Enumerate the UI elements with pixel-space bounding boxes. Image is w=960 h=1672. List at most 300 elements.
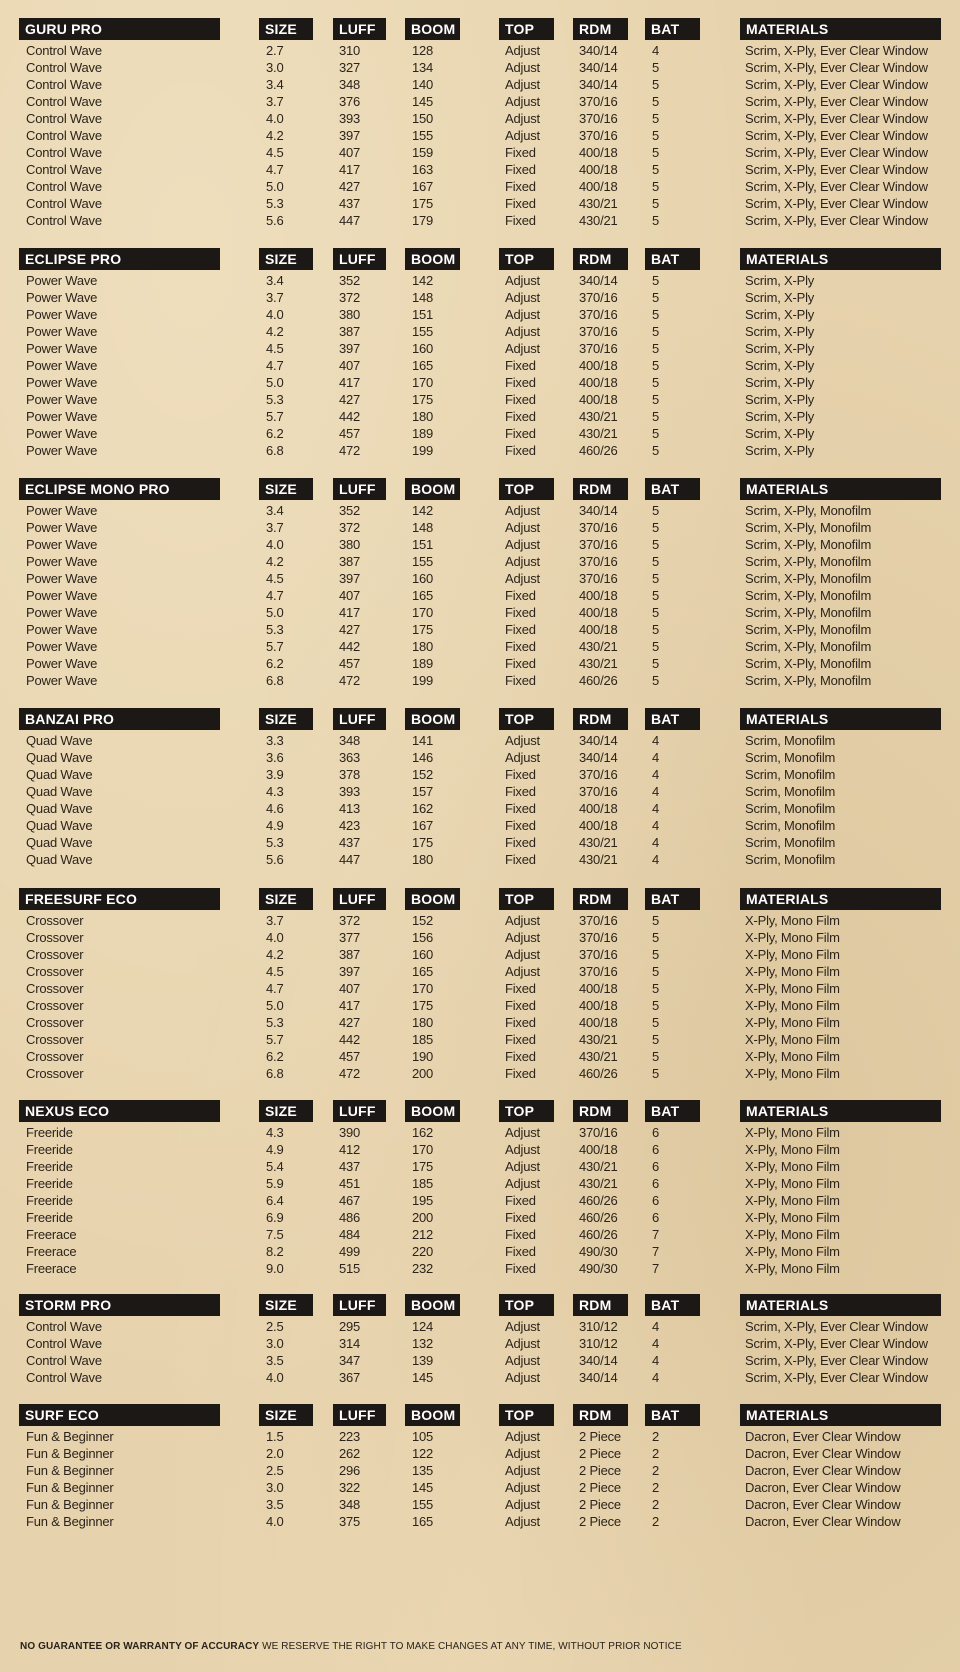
size-cell: 3.6: [266, 750, 284, 765]
model-cell: Power Wave: [26, 290, 98, 305]
luff-cell: 412: [339, 1142, 361, 1157]
top-cell: Fixed: [505, 1032, 536, 1047]
boom-cell: 162: [412, 1125, 434, 1140]
materials-cell: Dacron, Ever Clear Window: [745, 1497, 901, 1512]
size-cell: 5.0: [266, 605, 284, 620]
column-header-size: SIZE: [259, 888, 313, 910]
luff-cell: 327: [339, 60, 361, 75]
table-row: [0, 289, 960, 306]
materials-cell: Scrim, X-Ply, Ever Clear Window: [745, 94, 928, 109]
top-cell: Fixed: [505, 426, 536, 441]
boom-cell: 175: [412, 622, 434, 637]
materials-cell: Scrim, X-Ply, Ever Clear Window: [745, 213, 928, 228]
bat-cell: 5: [652, 196, 660, 211]
rdm-cell: 460/26: [579, 443, 618, 458]
bat-cell: 4: [652, 43, 660, 58]
column-header-boom: BOOM: [405, 1294, 460, 1316]
rdm-cell: 400/18: [579, 588, 618, 603]
column-header-materials: MATERIALS: [740, 248, 941, 270]
boom-cell: 160: [412, 947, 434, 962]
materials-cell: Scrim, Monofilm: [745, 835, 836, 850]
rdm-cell: 370/16: [579, 1125, 618, 1140]
materials-cell: Dacron, Ever Clear Window: [745, 1446, 901, 1461]
bat-cell: 5: [652, 179, 660, 194]
column-header-rdm: RDM: [573, 478, 628, 500]
column-header-boom: BOOM: [405, 18, 460, 40]
size-cell: 2.0: [266, 1446, 284, 1461]
disclaimer-text: WE RESERVE THE RIGHT TO MAKE CHANGES AT ANY TIME, WITHOUT PRIOR NOTICE: [262, 1641, 682, 1652]
top-cell: Adjust: [505, 1336, 540, 1351]
rdm-cell: 400/18: [579, 392, 618, 407]
luff-cell: 372: [339, 290, 361, 305]
table-row: [0, 946, 960, 963]
table-row: [0, 1335, 960, 1352]
column-header-top: TOP: [499, 478, 554, 500]
bat-cell: 5: [652, 273, 660, 288]
luff-cell: 347: [339, 1353, 361, 1368]
model-cell: Control Wave: [26, 94, 102, 109]
table-row: [0, 1141, 960, 1158]
top-cell: Adjust: [505, 1125, 540, 1140]
rdm-cell: 430/21: [579, 1159, 618, 1174]
top-cell: Adjust: [505, 503, 540, 518]
model-cell: Fun & Beginner: [26, 1446, 114, 1461]
materials-cell: Scrim, Monofilm: [745, 852, 836, 867]
rdm-cell: 430/21: [579, 196, 618, 211]
size-cell: 7.5: [266, 1227, 284, 1242]
rdm-cell: 430/21: [579, 409, 618, 424]
materials-cell: X-Ply, Mono Film: [745, 1244, 840, 1259]
column-header-top: TOP: [499, 708, 554, 730]
boom-cell: 180: [412, 409, 434, 424]
model-cell: Power Wave: [26, 673, 98, 688]
top-cell: Fixed: [505, 588, 536, 603]
model-cell: Power Wave: [26, 409, 98, 424]
boom-cell: 167: [412, 818, 434, 833]
bat-cell: 5: [652, 913, 660, 928]
rdm-cell: 430/21: [579, 1176, 618, 1191]
top-cell: Adjust: [505, 537, 540, 552]
column-header-top: TOP: [499, 1294, 554, 1316]
materials-cell: X-Ply, Mono Film: [745, 1125, 840, 1140]
size-cell: 3.5: [266, 1353, 284, 1368]
section-title: ECLIPSE PRO: [19, 248, 220, 270]
bat-cell: 7: [652, 1244, 660, 1259]
column-header-materials: MATERIALS: [740, 478, 941, 500]
materials-cell: Scrim, X-Ply: [745, 307, 815, 322]
column-header-luff: LUFF: [333, 1100, 386, 1122]
column-header-boom: BOOM: [405, 478, 460, 500]
boom-cell: 163: [412, 162, 434, 177]
rdm-cell: 400/18: [579, 622, 618, 637]
boom-cell: 141: [412, 733, 434, 748]
materials-cell: Scrim, X-Ply, Ever Clear Window: [745, 196, 928, 211]
boom-cell: 135: [412, 1463, 434, 1478]
top-cell: Fixed: [505, 818, 536, 833]
bat-cell: 5: [652, 520, 660, 535]
column-header-size: SIZE: [259, 1100, 313, 1122]
bat-cell: 4: [652, 1336, 660, 1351]
model-cell: Fun & Beginner: [26, 1463, 114, 1478]
luff-cell: 387: [339, 554, 361, 569]
table-row: [0, 963, 960, 980]
boom-cell: 180: [412, 852, 434, 867]
table-row: [0, 1428, 960, 1445]
size-cell: 5.0: [266, 998, 284, 1013]
luff-cell: 417: [339, 998, 361, 1013]
size-cell: 6.4: [266, 1193, 284, 1208]
top-cell: Fixed: [505, 767, 536, 782]
top-cell: Fixed: [505, 1066, 536, 1081]
size-cell: 5.3: [266, 392, 284, 407]
column-header-materials: MATERIALS: [740, 888, 941, 910]
boom-cell: 151: [412, 537, 434, 552]
rdm-cell: 370/16: [579, 341, 618, 356]
size-cell: 4.5: [266, 571, 284, 586]
bat-cell: 4: [652, 1353, 660, 1368]
size-cell: 3.4: [266, 77, 284, 92]
top-cell: Fixed: [505, 673, 536, 688]
materials-cell: Dacron, Ever Clear Window: [745, 1480, 901, 1495]
materials-cell: Scrim, X-Ply, Ever Clear Window: [745, 77, 928, 92]
table-row: [0, 272, 960, 289]
luff-cell: 499: [339, 1244, 361, 1259]
column-header-bat: BAT: [645, 248, 700, 270]
rdm-cell: 340/14: [579, 273, 618, 288]
size-cell: 3.0: [266, 1480, 284, 1495]
size-cell: 3.7: [266, 913, 284, 928]
column-header-top: TOP: [499, 1404, 554, 1426]
size-cell: 5.7: [266, 1032, 284, 1047]
model-cell: Power Wave: [26, 341, 98, 356]
model-cell: Quad Wave: [26, 784, 93, 799]
luff-cell: 427: [339, 1015, 361, 1030]
bat-cell: 5: [652, 588, 660, 603]
column-header-rdm: RDM: [573, 18, 628, 40]
boom-cell: 145: [412, 94, 434, 109]
materials-cell: X-Ply, Mono Film: [745, 1210, 840, 1225]
table-row: [0, 1014, 960, 1031]
materials-cell: Scrim, X-Ply: [745, 409, 815, 424]
column-header-top: TOP: [499, 888, 554, 910]
luff-cell: 413: [339, 801, 361, 816]
top-cell: Adjust: [505, 128, 540, 143]
column-header-materials: MATERIALS: [740, 1404, 941, 1426]
luff-cell: 472: [339, 673, 361, 688]
luff-cell: 387: [339, 324, 361, 339]
rdm-cell: 370/16: [579, 290, 618, 305]
luff-cell: 348: [339, 77, 361, 92]
model-cell: Control Wave: [26, 43, 102, 58]
size-cell: 2.5: [266, 1319, 284, 1334]
luff-cell: 397: [339, 341, 361, 356]
top-cell: Adjust: [505, 77, 540, 92]
size-cell: 4.7: [266, 358, 284, 373]
column-header-rdm: RDM: [573, 708, 628, 730]
boom-cell: 175: [412, 835, 434, 850]
materials-cell: X-Ply, Mono Film: [745, 1193, 840, 1208]
luff-cell: 372: [339, 520, 361, 535]
column-header-size: SIZE: [259, 1404, 313, 1426]
materials-cell: Scrim, X-Ply: [745, 324, 815, 339]
table-row: [0, 1479, 960, 1496]
size-cell: 4.2: [266, 947, 284, 962]
rdm-cell: 400/18: [579, 605, 618, 620]
column-header-bat: BAT: [645, 1404, 700, 1426]
top-cell: Adjust: [505, 1142, 540, 1157]
top-cell: Fixed: [505, 639, 536, 654]
rdm-cell: 430/21: [579, 1032, 618, 1047]
boom-cell: 155: [412, 324, 434, 339]
luff-cell: 377: [339, 930, 361, 945]
rdm-cell: 400/18: [579, 981, 618, 996]
luff-cell: 296: [339, 1463, 361, 1478]
boom-cell: 167: [412, 179, 434, 194]
size-cell: 4.2: [266, 324, 284, 339]
model-cell: Power Wave: [26, 554, 98, 569]
table-row: [0, 178, 960, 195]
top-cell: Fixed: [505, 196, 536, 211]
luff-cell: 467: [339, 1193, 361, 1208]
rdm-cell: 430/21: [579, 656, 618, 671]
rdm-cell: 430/21: [579, 639, 618, 654]
model-cell: Quad Wave: [26, 818, 93, 833]
table-row: [0, 323, 960, 340]
rdm-cell: 370/16: [579, 128, 618, 143]
bat-cell: 5: [652, 964, 660, 979]
top-cell: Adjust: [505, 341, 540, 356]
table-row: [0, 570, 960, 587]
rdm-cell: 370/16: [579, 913, 618, 928]
boom-cell: 180: [412, 1015, 434, 1030]
size-cell: 4.5: [266, 964, 284, 979]
size-cell: 4.7: [266, 981, 284, 996]
top-cell: Adjust: [505, 1370, 540, 1385]
rdm-cell: 400/18: [579, 818, 618, 833]
rdm-cell: 370/16: [579, 784, 618, 799]
top-cell: Adjust: [505, 1353, 540, 1368]
model-cell: Power Wave: [26, 307, 98, 322]
materials-cell: Scrim, X-Ply, Ever Clear Window: [745, 43, 928, 58]
materials-cell: Scrim, Monofilm: [745, 801, 836, 816]
model-cell: Control Wave: [26, 1319, 102, 1334]
bat-cell: 5: [652, 1049, 660, 1064]
luff-cell: 352: [339, 503, 361, 518]
rdm-cell: 370/16: [579, 307, 618, 322]
rdm-cell: 400/18: [579, 179, 618, 194]
table-row: [0, 1352, 960, 1369]
column-header-luff: LUFF: [333, 18, 386, 40]
materials-cell: Scrim, X-Ply, Monofilm: [745, 503, 872, 518]
table-row: [0, 1260, 960, 1277]
bat-cell: 4: [652, 750, 660, 765]
boom-cell: 165: [412, 1514, 434, 1529]
top-cell: Adjust: [505, 1159, 540, 1174]
boom-cell: 152: [412, 913, 434, 928]
model-cell: Crossover: [26, 964, 84, 979]
table-row: [0, 800, 960, 817]
boom-cell: 212: [412, 1227, 434, 1242]
bat-cell: 5: [652, 1015, 660, 1030]
boom-cell: 185: [412, 1032, 434, 1047]
column-header-luff: LUFF: [333, 1294, 386, 1316]
materials-cell: X-Ply, Mono Film: [745, 1159, 840, 1174]
model-cell: Freeride: [26, 1142, 73, 1157]
table-row: [0, 621, 960, 638]
materials-cell: Scrim, X-Ply, Ever Clear Window: [745, 1336, 928, 1351]
rdm-cell: 340/14: [579, 1353, 618, 1368]
top-cell: Adjust: [505, 930, 540, 945]
materials-cell: Scrim, X-Ply, Monofilm: [745, 537, 872, 552]
materials-cell: Scrim, Monofilm: [745, 733, 836, 748]
rdm-cell: 460/26: [579, 1210, 618, 1225]
bat-cell: 5: [652, 554, 660, 569]
materials-cell: Scrim, X-Ply, Monofilm: [745, 639, 872, 654]
table-row: [0, 1243, 960, 1260]
bat-cell: 5: [652, 503, 660, 518]
materials-cell: X-Ply, Mono Film: [745, 1261, 840, 1276]
boom-cell: 150: [412, 111, 434, 126]
column-header-rdm: RDM: [573, 888, 628, 910]
materials-cell: Scrim, X-Ply: [745, 443, 815, 458]
size-cell: 5.3: [266, 622, 284, 637]
table-row: [0, 1496, 960, 1513]
table-row: [0, 1462, 960, 1479]
boom-cell: 160: [412, 341, 434, 356]
model-cell: Crossover: [26, 1066, 84, 1081]
model-cell: Freeride: [26, 1159, 73, 1174]
top-cell: Adjust: [505, 554, 540, 569]
luff-cell: 457: [339, 656, 361, 671]
size-cell: 4.0: [266, 1370, 284, 1385]
size-cell: 6.9: [266, 1210, 284, 1225]
column-header-boom: BOOM: [405, 1404, 460, 1426]
luff-cell: 380: [339, 307, 361, 322]
top-cell: Adjust: [505, 733, 540, 748]
bat-cell: 5: [652, 605, 660, 620]
bat-cell: 5: [652, 947, 660, 962]
model-cell: Freeride: [26, 1193, 73, 1208]
bat-cell: 5: [652, 375, 660, 390]
column-header-size: SIZE: [259, 18, 313, 40]
section-title: FREESURF ECO: [19, 888, 220, 910]
luff-cell: 472: [339, 1066, 361, 1081]
model-cell: Quad Wave: [26, 852, 93, 867]
rdm-cell: 310/12: [579, 1336, 618, 1351]
rdm-cell: 400/18: [579, 1142, 618, 1157]
bat-cell: 4: [652, 733, 660, 748]
rdm-cell: 400/18: [579, 145, 618, 160]
column-header-size: SIZE: [259, 1294, 313, 1316]
boom-cell: 155: [412, 554, 434, 569]
materials-cell: Scrim, Monofilm: [745, 767, 836, 782]
boom-cell: 148: [412, 290, 434, 305]
size-cell: 4.0: [266, 537, 284, 552]
luff-cell: 397: [339, 128, 361, 143]
boom-cell: 200: [412, 1066, 434, 1081]
rdm-cell: 400/18: [579, 1015, 618, 1030]
rdm-cell: 2 Piece: [579, 1446, 621, 1461]
top-cell: Fixed: [505, 358, 536, 373]
size-cell: 6.8: [266, 1066, 284, 1081]
materials-cell: Scrim, Monofilm: [745, 818, 836, 833]
table-row: [0, 1158, 960, 1175]
section-title: STORM PRO: [19, 1294, 220, 1316]
model-cell: Power Wave: [26, 392, 98, 407]
bat-cell: 5: [652, 409, 660, 424]
top-cell: Adjust: [505, 520, 540, 535]
rdm-cell: 430/21: [579, 213, 618, 228]
boom-cell: 165: [412, 964, 434, 979]
bat-cell: 5: [652, 537, 660, 552]
size-cell: 3.7: [266, 290, 284, 305]
top-cell: Fixed: [505, 409, 536, 424]
top-cell: Fixed: [505, 1244, 536, 1259]
materials-cell: Scrim, X-Ply, Ever Clear Window: [745, 128, 928, 143]
luff-cell: 223: [339, 1429, 361, 1444]
luff-cell: 442: [339, 1032, 361, 1047]
column-header-luff: LUFF: [333, 1404, 386, 1426]
materials-cell: Scrim, X-Ply, Monofilm: [745, 673, 872, 688]
rdm-cell: 2 Piece: [579, 1429, 621, 1444]
materials-cell: X-Ply, Mono Film: [745, 1176, 840, 1191]
bat-cell: 5: [652, 60, 660, 75]
size-cell: 5.3: [266, 835, 284, 850]
luff-cell: 515: [339, 1261, 361, 1276]
bat-cell: 6: [652, 1159, 660, 1174]
top-cell: Fixed: [505, 656, 536, 671]
table-row: [0, 1065, 960, 1082]
top-cell: Fixed: [505, 1261, 536, 1276]
top-cell: Fixed: [505, 1210, 536, 1225]
materials-cell: Scrim, X-Ply, Ever Clear Window: [745, 145, 928, 160]
column-header-rdm: RDM: [573, 1100, 628, 1122]
model-cell: Power Wave: [26, 443, 98, 458]
table-row: [0, 672, 960, 689]
rdm-cell: 370/16: [579, 554, 618, 569]
column-header-size: SIZE: [259, 248, 313, 270]
luff-cell: 447: [339, 852, 361, 867]
bat-cell: 5: [652, 426, 660, 441]
rdm-cell: 430/21: [579, 835, 618, 850]
model-cell: Control Wave: [26, 1336, 102, 1351]
size-cell: 5.7: [266, 639, 284, 654]
boom-cell: 122: [412, 1446, 434, 1461]
table-row: [0, 749, 960, 766]
size-cell: 3.7: [266, 94, 284, 109]
model-cell: Fun & Beginner: [26, 1480, 114, 1495]
size-cell: 5.4: [266, 1159, 284, 1174]
bat-cell: 5: [652, 341, 660, 356]
luff-cell: 397: [339, 964, 361, 979]
bat-cell: 7: [652, 1227, 660, 1242]
luff-cell: 314: [339, 1336, 361, 1351]
column-header-top: TOP: [499, 248, 554, 270]
boom-cell: 142: [412, 273, 434, 288]
materials-cell: Scrim, Monofilm: [745, 784, 836, 799]
materials-cell: X-Ply, Mono Film: [745, 1015, 840, 1030]
size-cell: 3.5: [266, 1497, 284, 1512]
column-header-rdm: RDM: [573, 1404, 628, 1426]
column-header-rdm: RDM: [573, 1294, 628, 1316]
column-header-boom: BOOM: [405, 1100, 460, 1122]
boom-cell: 142: [412, 503, 434, 518]
bat-cell: 5: [652, 622, 660, 637]
section-title: BANZAI PRO: [19, 708, 220, 730]
bat-cell: 2: [652, 1429, 660, 1444]
top-cell: Fixed: [505, 622, 536, 637]
rdm-cell: 340/14: [579, 43, 618, 58]
